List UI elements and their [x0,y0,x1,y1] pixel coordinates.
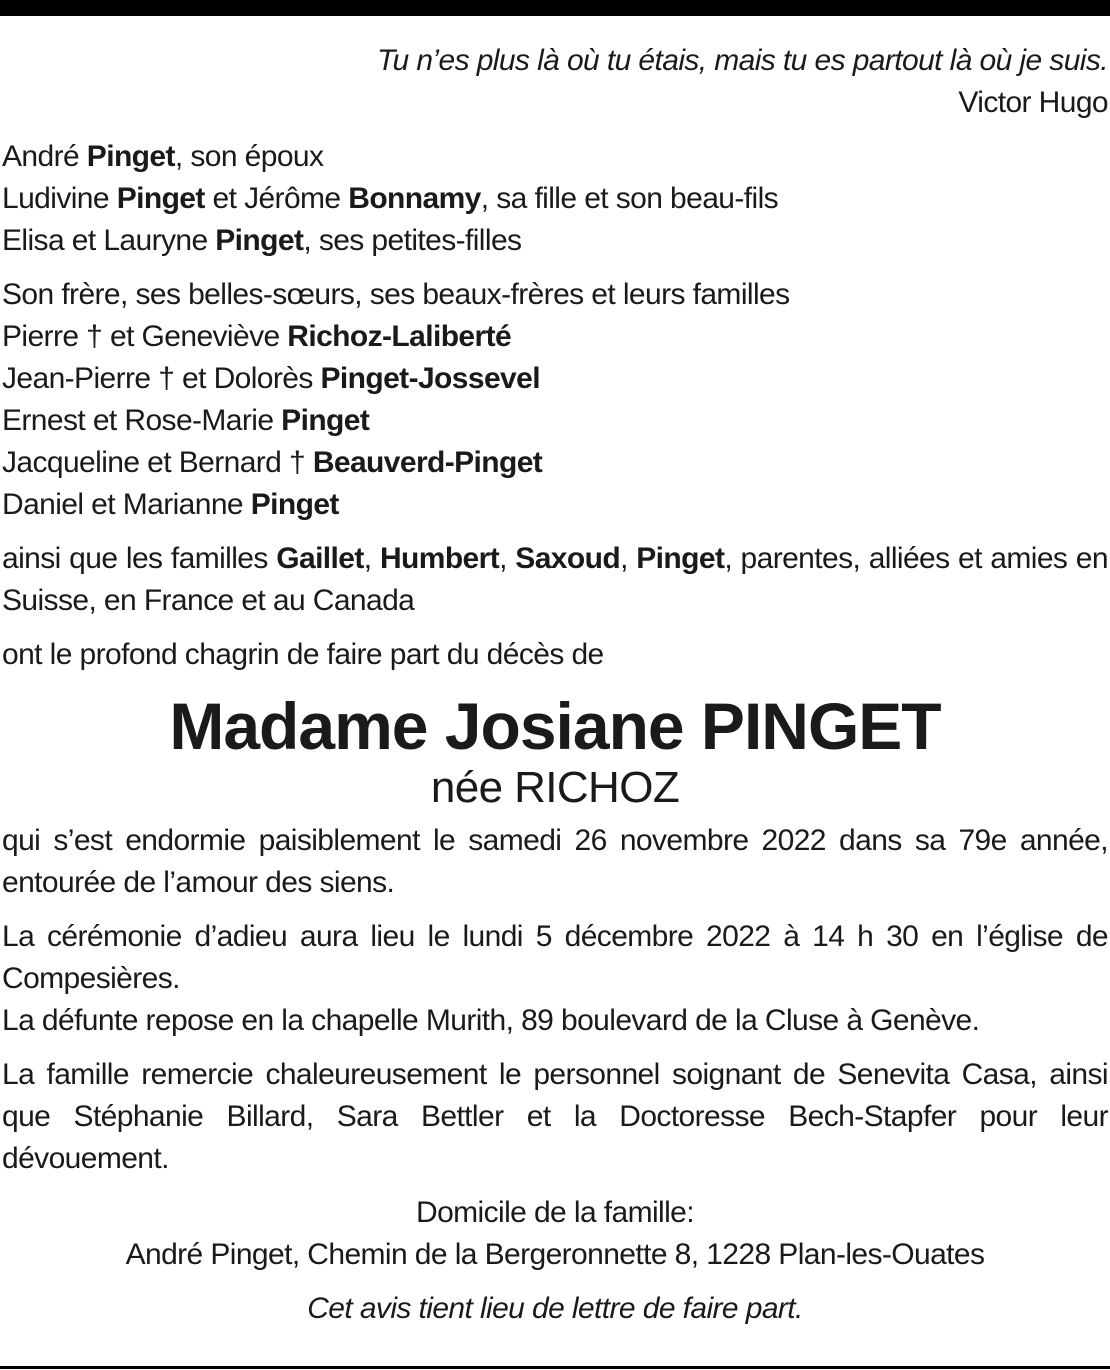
death-paragraph: qui s’est endormie paisiblement le samedi 26 novembre 2022 dans sa 79e année, entourée de l’amour des siens. [2,824,1108,899]
family-line: André Pinget, son époux [2,140,324,173]
immediate-family-list [2,136,1108,262]
announcement: ont le profond chagrin de faire part du décès de [2,638,604,671]
domicile-label: Domicile de la famille: [416,1196,694,1229]
family-line: Ludivine Pinget et Jérôme Bonnamy, sa fille et son beau-fils [2,182,779,215]
family-line: Elisa et Lauryne Pinget, ses petites-filles [2,224,522,257]
epigraph-author: Victor Hugo [958,86,1108,119]
extended-families: ainsi que les familles Gaillet, Humbert, Saxoud, Pinget, parentes, alliées et amies en Suisse, en France et au Canada [2,542,1108,617]
deceased-name: Madame Josiane PINGET [169,689,941,763]
domicile-address: André Pinget, Chemin de la Bergeronnette 8, 1228 Plan-les-Ouates [125,1238,985,1271]
obituary-notice [2,40,1108,1330]
closing-note: Cet avis tient lieu de lettre de faire part. [307,1292,803,1325]
thanks-paragraph: La famille remercie chaleureusement le personnel soignant de Senevita Casa, ainsi que Stéphanie Billard, Sara Bettler et la Doctoresse Bech-Stapfer pour leur dévouement. [2,1058,1108,1175]
epigraph-quote: Tu n’es plus là où tu étais, mais tu es partout là où je suis. [377,44,1108,77]
siblings-intro: Son frère, ses belles-sœurs, ses beaux-frères et leurs familles [2,278,790,311]
siblings-list [2,274,1108,526]
sibling-line: Daniel et Marianne Pinget [2,488,339,521]
sibling-line: Pierre † et Geneviève Richoz-Laliberté [2,320,512,353]
maiden-name: née RICHOZ [430,763,680,812]
ceremony-paragraph: La cérémonie d’adieu aura lieu le lundi 5 décembre 2022 à 14 h 30 en l’église de Compesières. [2,920,1108,995]
rest-paragraph: La défunte repose en la chapelle Murith, 89 boulevard de la Cluse à Genève. [2,1004,980,1037]
sibling-line: Jacqueline et Bernard † Beauverd-Pinget [2,446,543,479]
bottom-rule [0,1366,1110,1369]
sibling-line: Jean-Pierre † et Dolorès Pinget-Jossevel [2,362,540,395]
top-rule [0,0,1110,16]
sibling-line: Ernest et Rose-Marie Pinget [2,404,370,437]
